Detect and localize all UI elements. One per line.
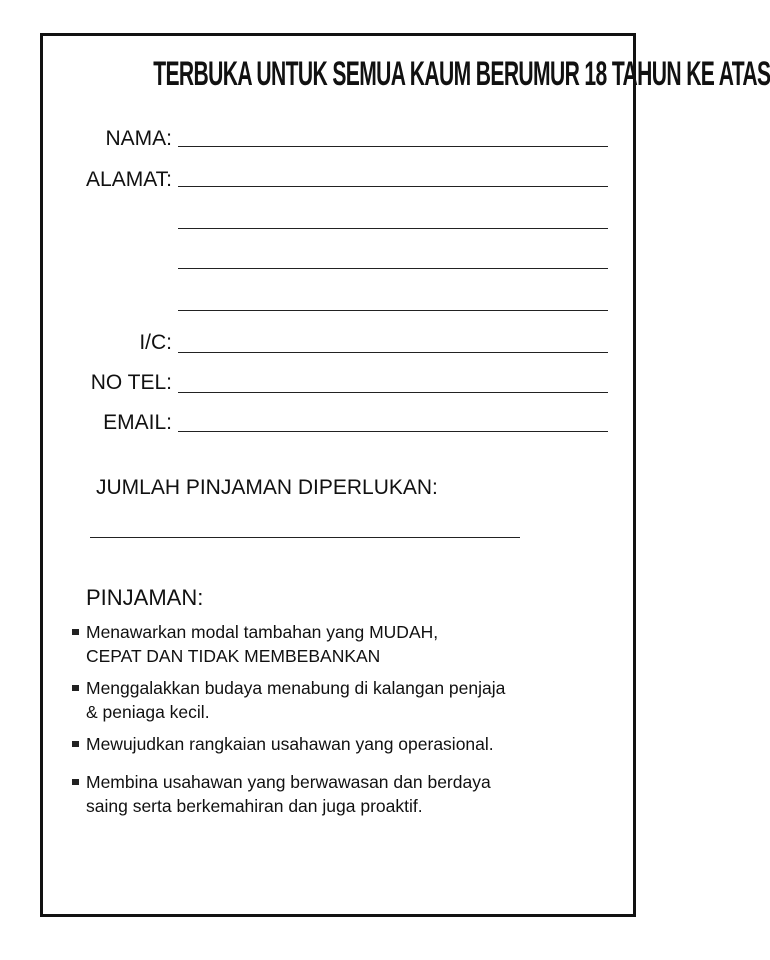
nama-label: NAMA: (105, 127, 172, 150)
bullet-icon (72, 629, 79, 635)
bullet-icon (72, 741, 79, 747)
ic-label: I/C: (139, 331, 172, 354)
alamat-line-1[interactable] (178, 186, 608, 187)
nama-line[interactable] (178, 146, 608, 147)
ic-line[interactable] (178, 352, 608, 353)
item-line1: Menawarkan modal tambahan yang MUDAH, (86, 622, 439, 642)
notel-line[interactable] (178, 392, 608, 393)
pinjaman-list (72, 620, 592, 818)
email-line[interactable] (178, 431, 608, 432)
alamat-line-2[interactable] (178, 228, 608, 229)
alamat-line-4[interactable] (178, 310, 608, 311)
jumlah-line[interactable] (90, 537, 520, 538)
item-line2: saing serta berkemahiran dan juga proaktif. (86, 796, 423, 816)
item-line2: CEPAT DAN TIDAK MEMBEBANKAN (86, 646, 381, 666)
item-line1: Mewujudkan rangkaian usahawan yang operasional. (86, 734, 494, 754)
list-item (72, 676, 592, 724)
item-line1: Membina usahawan yang berwawasan dan berdaya (86, 772, 491, 792)
bullet-icon (72, 685, 79, 691)
alamat-label: ALAMAT: (86, 168, 172, 191)
email-label: EMAIL: (103, 411, 172, 434)
list-item (72, 732, 592, 756)
notel-label: NO TEL: (90, 371, 172, 394)
alamat-line-3[interactable] (178, 268, 608, 269)
list-item (72, 770, 592, 818)
item-line2: & peniaga kecil. (86, 702, 210, 722)
pinjaman-heading: PINJAMAN: (86, 585, 204, 610)
item-line1: Menggalakkan budaya menabung di kalangan penjaja (86, 678, 506, 698)
headline: TERBUKA UNTUK SEMUA KAUM BERUMUR 18 TAHUN KE ATAS (153, 55, 770, 93)
bullet-icon (72, 779, 79, 785)
list-item (72, 620, 592, 668)
jumlah-label: JUMLAH PINJAMAN DIPERLUKAN: (96, 476, 438, 499)
